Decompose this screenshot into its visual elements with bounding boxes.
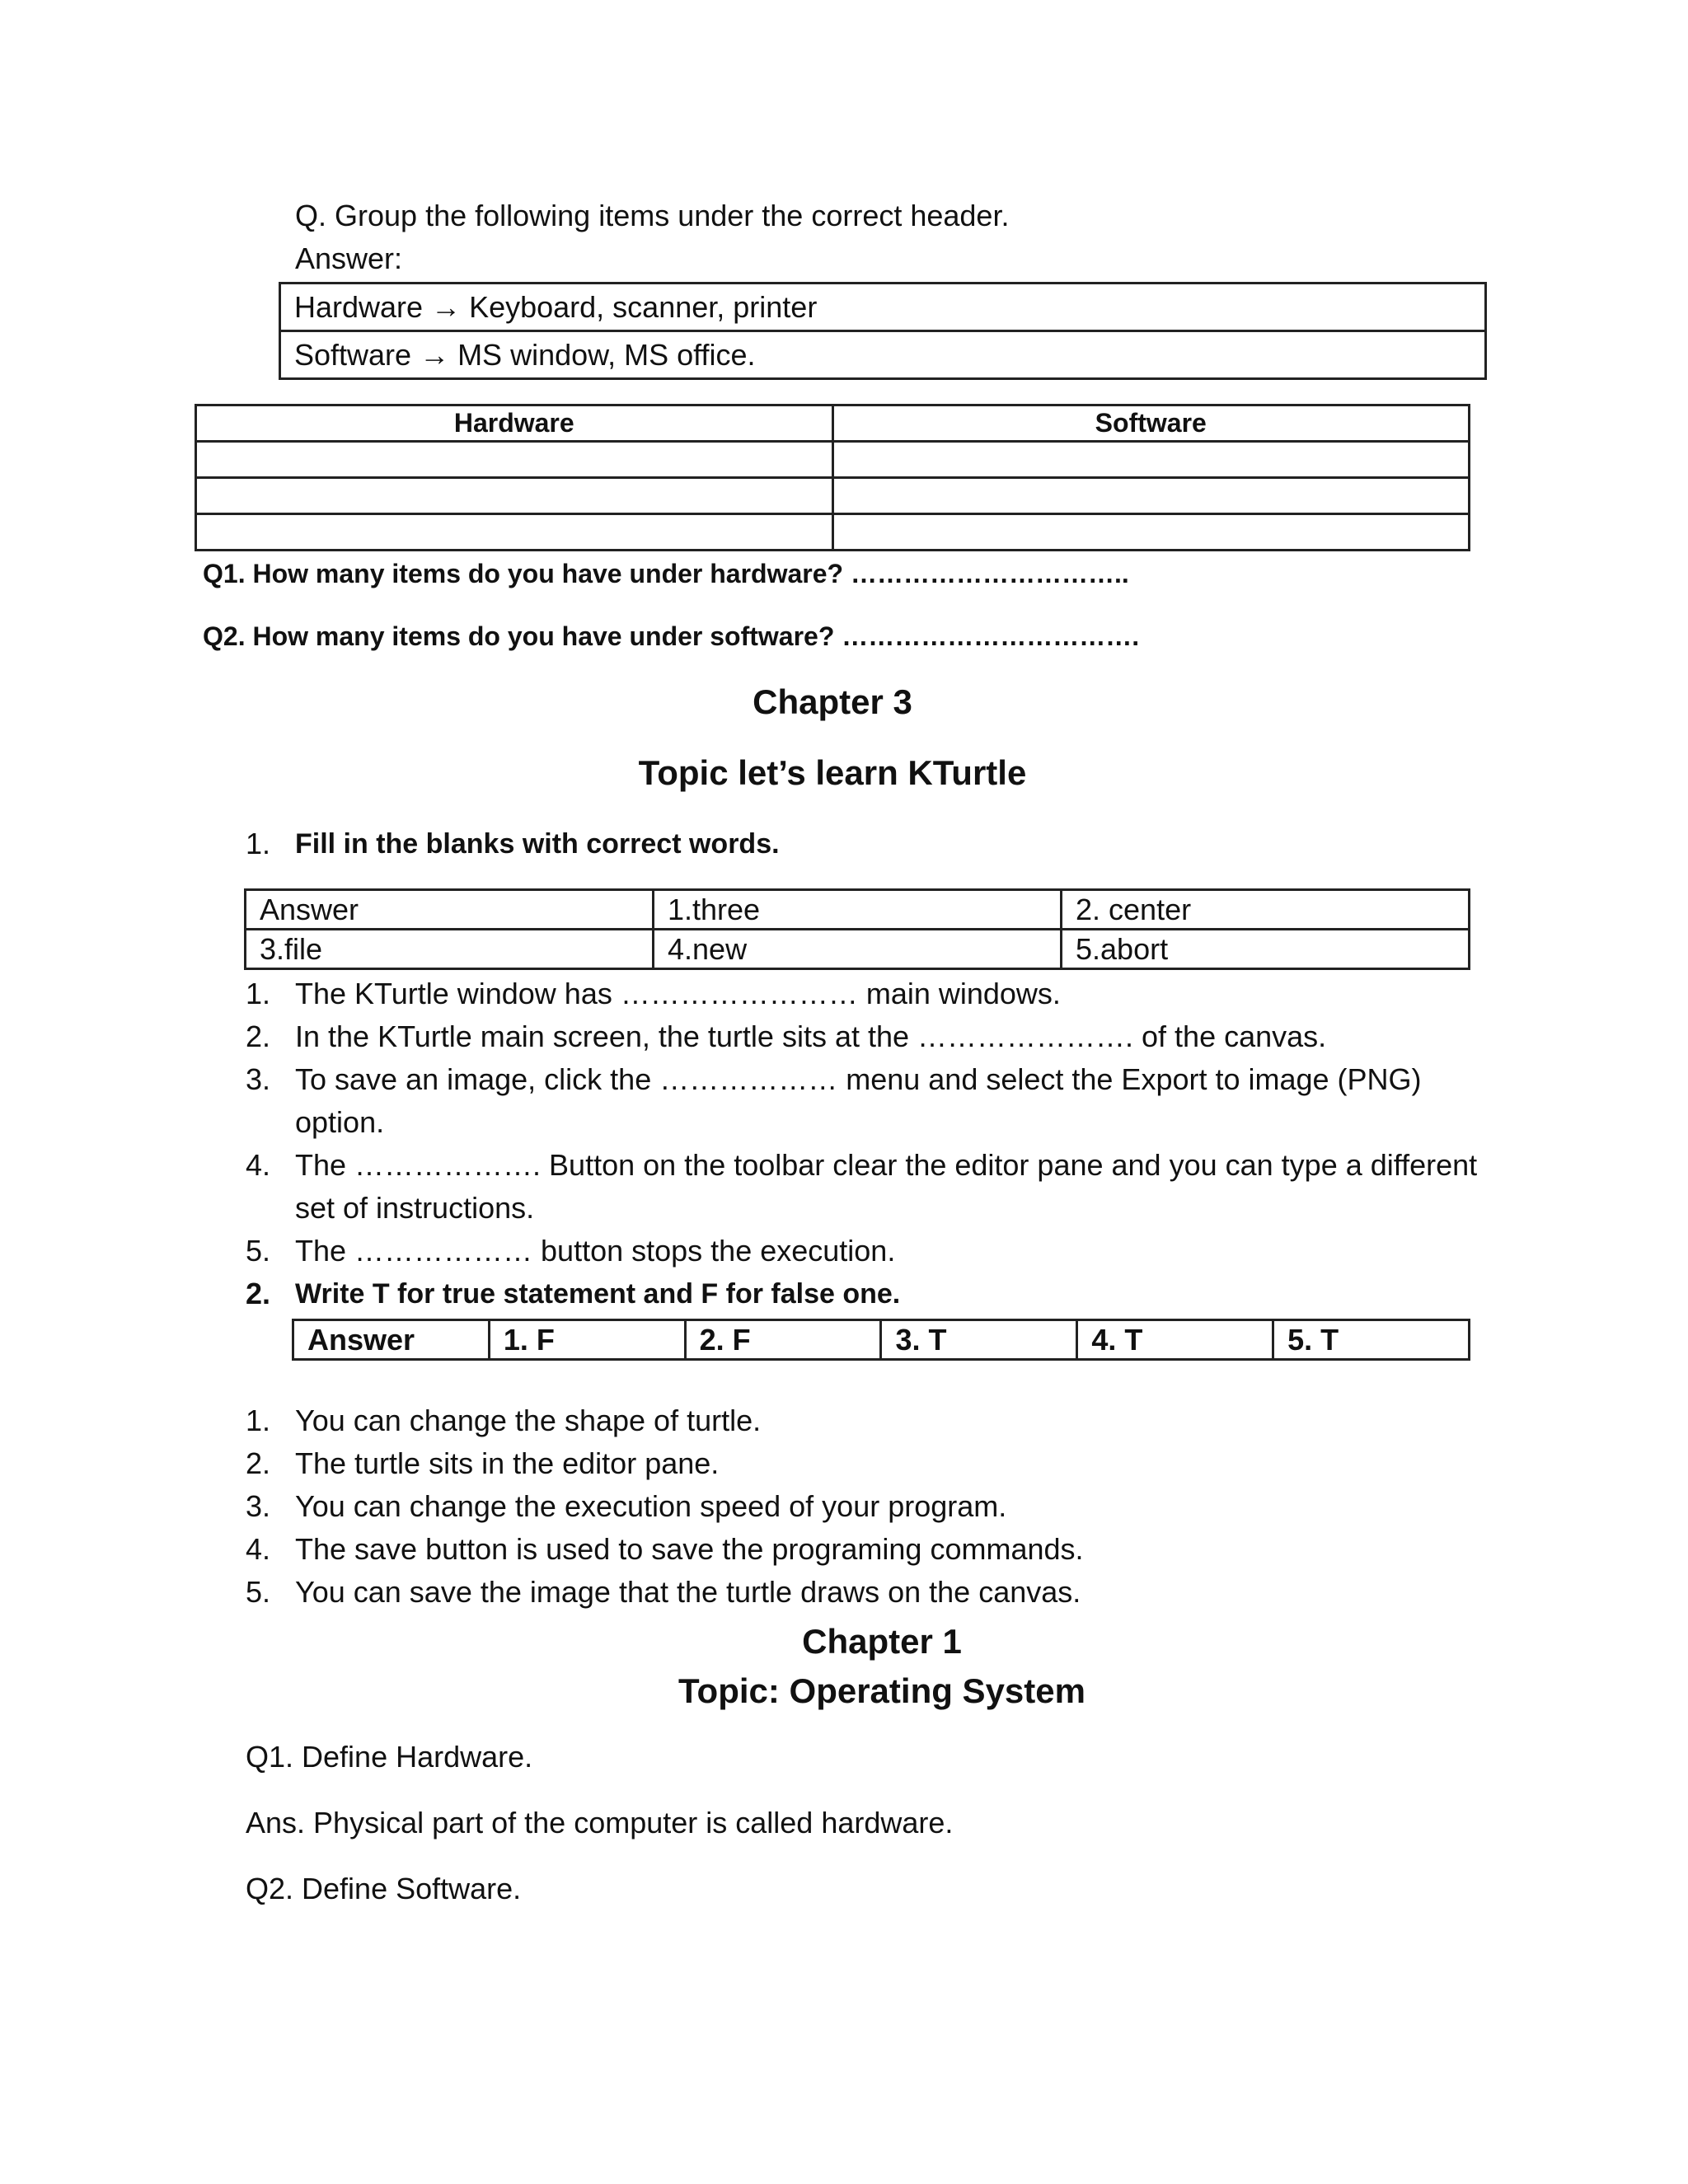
tf-cell: 1. F [489, 1320, 685, 1360]
blank-item: In the KTurtle main screen, the turtle sits at the …………………. of the canvas. [295, 1019, 1327, 1053]
hardware-software-table [195, 404, 1470, 551]
answer-cell: 1.three [654, 890, 1062, 930]
chapter1-title: Chapter 1 [802, 1622, 962, 1661]
blank-item-continued: set of instructions. [295, 1191, 535, 1225]
blank-number: 3. [246, 1062, 271, 1096]
chapter3-title: Chapter 3 [753, 682, 912, 721]
answer-cell: 2. center [1062, 890, 1470, 930]
blank-number: 1. [246, 977, 271, 1010]
true-false-answer-table [292, 1319, 1470, 1361]
answer-cell: 5.abort [1062, 930, 1470, 969]
answer-cell: 4.new [654, 930, 1062, 969]
statement-number: 2. [246, 1446, 271, 1480]
hardware-header: Hardware [196, 405, 833, 442]
chapter1-topic: Topic: Operating System [678, 1671, 1085, 1710]
statement-text: You can change the execution speed of your program. [295, 1489, 1007, 1523]
answer-label: Answer: [295, 241, 403, 275]
group-question: Q. Group the following items under the correct header. [295, 199, 1010, 232]
blank-number: 2. [246, 1019, 271, 1053]
statement-text: The save button is used to save the programing commands. [295, 1532, 1084, 1566]
hardware-answer-row: Hardware → Keyboard, scanner, printer [280, 284, 1486, 331]
chapter3-topic: Topic let’s learn KTurtle [638, 753, 1027, 792]
blank-number: 5. [246, 1234, 271, 1268]
count-question-hardware: Q1. How many items do you have under hardware? ………………………….. [203, 559, 1129, 588]
statement-number: 3. [246, 1489, 271, 1523]
answer-cell: 3.file [246, 930, 654, 969]
statement-text: You can save the image that the turtle draws on the canvas. [295, 1575, 1081, 1609]
table-cell [196, 442, 833, 478]
fill-blanks-answer-table [244, 888, 1470, 970]
table-cell [832, 514, 1470, 551]
statement-number: 4. [246, 1532, 271, 1566]
count-question-software: Q2. How many items do you have under software? ……………………………. [203, 621, 1140, 651]
qa-question-hardware: Q1. Define Hardware. [246, 1740, 533, 1774]
tf-cell: 5. T [1273, 1320, 1470, 1360]
statement-number: 5. [246, 1575, 271, 1609]
statement-number: 1. [246, 1404, 271, 1437]
section1-number: 1. [246, 827, 271, 860]
qa-answer-hardware: Ans. Physical part of the computer is called hardware. [246, 1806, 954, 1840]
section1-heading: Fill in the blanks with correct words. [295, 828, 780, 860]
blank-item: To save an image, click the ……………… menu and select the Export to image (PNG) [295, 1062, 1422, 1096]
tf-cell: 3. T [881, 1320, 1077, 1360]
answer-cell: Answer [246, 890, 654, 930]
qa-question-software: Q2. Define Software. [246, 1872, 522, 1905]
blank-item: The ……………… button stops the execution. [295, 1234, 896, 1268]
statement-text: You can change the shape of turtle. [295, 1404, 762, 1437]
section2-number: 2. [246, 1277, 271, 1310]
software-answer-row: Software → MS window, MS office. [280, 331, 1486, 379]
table-cell [196, 478, 833, 514]
section2-heading: Write T for true statement and F for false one. [295, 1278, 901, 1310]
blank-item: The KTurtle window has …………………… main windows. [295, 977, 1061, 1010]
tf-cell: 2. F [685, 1320, 881, 1360]
table-cell [832, 442, 1470, 478]
blank-item-continued: option. [295, 1105, 385, 1139]
tf-cell: 4. T [1077, 1320, 1273, 1360]
group-answer-table [279, 282, 1487, 380]
software-header: Software [832, 405, 1470, 442]
blank-item: The ………………. Button on the toolbar clear the editor pane and you can type a different [295, 1148, 1478, 1182]
tf-cell: Answer [293, 1320, 490, 1360]
blank-number: 4. [246, 1148, 271, 1182]
table-cell [832, 478, 1470, 514]
statement-text: The turtle sits in the editor pane. [295, 1446, 720, 1480]
table-cell [196, 514, 833, 551]
